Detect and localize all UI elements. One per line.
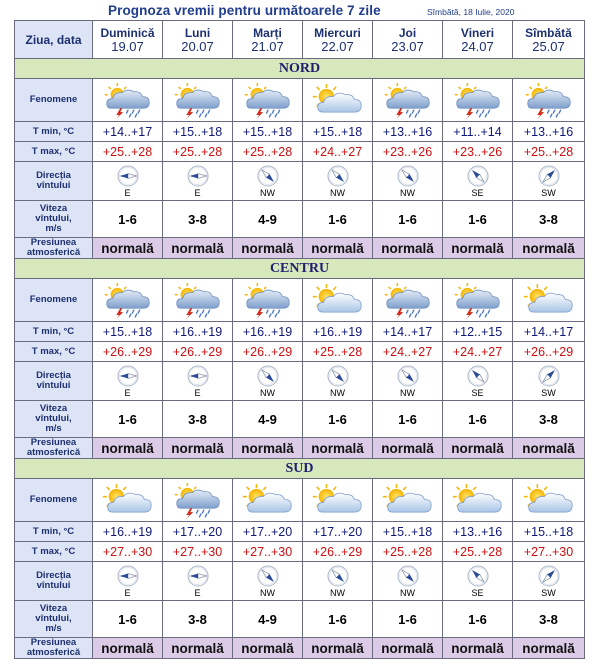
wind-speed-value: 1-6 xyxy=(373,601,443,638)
wind-direction-label: E xyxy=(194,587,201,598)
tmax-value: +25..+28 xyxy=(443,542,513,562)
wind-arrow-icon xyxy=(187,365,209,387)
tmax-row xyxy=(15,342,585,362)
pressure-value: normală xyxy=(303,438,373,459)
tmin-value: +16..+19 xyxy=(233,322,303,342)
row-label-line: vîntului, xyxy=(35,613,72,624)
row-label-line: Fenomene xyxy=(29,494,78,505)
tmin-value: +17..+20 xyxy=(163,522,233,542)
tmax-value: +25..+28 xyxy=(93,142,163,162)
tmin-value: +15..+18 xyxy=(513,522,585,542)
day-header xyxy=(513,21,585,59)
tmax-value: +27..+30 xyxy=(233,542,303,562)
wind-speed-value: 3-8 xyxy=(513,201,585,238)
wind-direction-label: NW xyxy=(330,187,345,198)
wind-speed-value: 1-6 xyxy=(303,201,373,238)
wind-direction-label: NW xyxy=(330,587,345,598)
day-name: Luni xyxy=(184,25,211,40)
weather-cell xyxy=(443,279,513,322)
weather-cell xyxy=(443,479,513,522)
row-label-line: T min, °C xyxy=(32,125,75,137)
row-label-line: vîntului xyxy=(36,180,71,191)
pressure-value: normală xyxy=(513,438,585,459)
pressure-value: normală xyxy=(443,238,513,259)
wind-direction-label: NW xyxy=(330,387,345,398)
pressure-value: normală xyxy=(373,238,443,259)
wind-direction-cell xyxy=(93,362,163,401)
row-label-line: atmosferică xyxy=(26,647,81,658)
weather-cell xyxy=(163,79,233,122)
wind-arrow-icon xyxy=(117,565,139,587)
row-label-line: atmosferică xyxy=(26,247,81,258)
day-name: Marți xyxy=(253,25,282,40)
storm-icon xyxy=(449,282,507,319)
wind-arrow-icon xyxy=(252,162,283,192)
wind-arrow-icon xyxy=(187,165,209,187)
tmax-value: +24..+27 xyxy=(303,142,373,162)
wind-direction-label: E xyxy=(124,187,131,198)
wind-arrow-icon xyxy=(322,562,353,592)
weather-cell xyxy=(233,279,303,322)
tmin-value: +13..+16 xyxy=(443,522,513,542)
wind-direction-label: SW xyxy=(541,587,556,598)
wind-direction-cell xyxy=(373,162,443,201)
tmin-value: +14..+17 xyxy=(513,322,585,342)
cloud-sun-icon xyxy=(309,282,367,319)
day-date: 25.07 xyxy=(532,38,565,54)
wind-speed-value: 3-8 xyxy=(513,601,585,638)
wind-direction-label: SW xyxy=(541,187,556,198)
storm-icon xyxy=(379,282,437,319)
tmax-value: +26..+29 xyxy=(513,342,585,362)
storm-icon xyxy=(449,82,507,119)
weather-cell xyxy=(373,279,443,322)
pressure-value: normală xyxy=(373,638,443,659)
tmax-row xyxy=(15,542,585,562)
day-name: Duminică xyxy=(100,25,155,40)
wind-direction-label: NW xyxy=(400,187,415,198)
tmin-value: +12..+15 xyxy=(443,322,513,342)
row-label xyxy=(15,238,93,259)
wind-direction-cell xyxy=(303,362,373,401)
row-label xyxy=(15,79,93,122)
wind-arrow-icon xyxy=(392,162,423,192)
wind-direction-cell xyxy=(373,362,443,401)
row-label-line: Direcția xyxy=(36,370,71,381)
fenomene-row xyxy=(15,79,585,122)
row-label xyxy=(15,162,93,201)
wind-direction-cell xyxy=(163,362,233,401)
wind-speed-value: 1-6 xyxy=(373,401,443,438)
tmin-row xyxy=(15,122,585,142)
pressure-value: normală xyxy=(163,638,233,659)
region-row xyxy=(15,259,585,279)
wind-direction-label: E xyxy=(124,387,131,398)
row-label-line: Viteza xyxy=(39,603,68,614)
header-row xyxy=(15,21,585,59)
cloud-sun-icon xyxy=(520,282,578,319)
row-label-line: T max, °C xyxy=(31,545,76,557)
weather-cell xyxy=(93,79,163,122)
wind-direction-cell xyxy=(233,562,303,601)
weather-cell xyxy=(163,479,233,522)
pressure-value: normală xyxy=(303,638,373,659)
wind-arrow-icon xyxy=(462,562,493,592)
row-label xyxy=(15,542,93,562)
tmin-value: +15..+18 xyxy=(93,322,163,342)
pressure-value: normală xyxy=(233,238,303,259)
cloud-sun-icon xyxy=(99,482,157,519)
wind-direction-label: SE xyxy=(471,187,484,198)
wind-speed-row xyxy=(15,201,585,238)
pressure-value: normală xyxy=(303,238,373,259)
pressure-value: normală xyxy=(163,438,233,459)
weather-cell xyxy=(443,79,513,122)
weather-cell xyxy=(233,79,303,122)
region-title: CENTRU xyxy=(15,259,585,279)
pressure-value: normală xyxy=(513,638,585,659)
day-date: 19.07 xyxy=(111,38,144,54)
wind-direction-cell xyxy=(443,362,513,401)
row-label-line: Direcția xyxy=(36,170,71,181)
wind-direction-cell xyxy=(513,162,585,201)
row-label-line: m/s xyxy=(45,223,62,234)
wind-speed-value: 4-9 xyxy=(233,601,303,638)
wind-direction-label: E xyxy=(194,387,201,398)
header-label: Ziua, data xyxy=(15,21,93,59)
row-label xyxy=(15,522,93,542)
wind-arrow-icon xyxy=(117,365,139,387)
wind-direction-row xyxy=(15,562,585,601)
tmin-value: +15..+18 xyxy=(163,122,233,142)
day-header xyxy=(303,21,373,59)
wind-speed-value: 3-8 xyxy=(163,401,233,438)
row-label-line: T min, °C xyxy=(32,525,75,537)
row-label-line: vîntului, xyxy=(35,413,72,424)
day-date: 23.07 xyxy=(391,38,424,54)
wind-arrow-icon xyxy=(533,362,564,392)
wind-speed-value: 1-6 xyxy=(303,401,373,438)
cloud-sun-icon xyxy=(309,82,367,119)
cloud-sun-icon xyxy=(309,482,367,519)
wind-speed-value: 3-8 xyxy=(513,401,585,438)
wind-direction-cell xyxy=(303,162,373,201)
tmax-value: +25..+28 xyxy=(303,342,373,362)
pressure-value: normală xyxy=(233,638,303,659)
row-label-line: Fenomene xyxy=(29,94,78,105)
row-label-line: vîntului xyxy=(36,380,71,391)
region-row xyxy=(15,459,585,479)
wind-direction-label: SW xyxy=(541,387,556,398)
tmax-value: +23..+26 xyxy=(373,142,443,162)
tmin-row xyxy=(15,322,585,342)
tmin-value: +14..+17 xyxy=(373,322,443,342)
wind-speed-value: 1-6 xyxy=(93,601,163,638)
day-header xyxy=(443,21,513,59)
storm-icon xyxy=(169,82,227,119)
row-label xyxy=(15,562,93,601)
tmin-value: +13..+16 xyxy=(513,122,585,142)
day-name: Sîmbătă xyxy=(525,25,572,40)
wind-direction-row xyxy=(15,162,585,201)
weather-cell xyxy=(163,279,233,322)
wind-speed-value: 4-9 xyxy=(233,201,303,238)
region-row xyxy=(15,59,585,79)
wind-direction-cell xyxy=(373,562,443,601)
pressure-row xyxy=(15,238,585,259)
region-title: NORD xyxy=(15,59,585,79)
pressure-value: normală xyxy=(513,238,585,259)
weather-cell xyxy=(513,479,585,522)
wind-arrow-icon xyxy=(533,162,564,192)
row-label-line: Presiunea xyxy=(30,437,77,448)
tmin-value: +11..+14 xyxy=(443,122,513,142)
wind-direction-cell xyxy=(303,562,373,601)
row-label xyxy=(15,401,93,438)
wind-speed-row xyxy=(15,601,585,638)
pressure-value: normală xyxy=(233,438,303,459)
row-label-line: m/s xyxy=(45,423,62,434)
wind-direction-cell xyxy=(233,162,303,201)
tmax-value: +26..+29 xyxy=(93,342,163,362)
day-date: 24.07 xyxy=(461,38,494,54)
wind-direction-cell xyxy=(93,162,163,201)
wind-arrow-icon xyxy=(462,162,493,192)
cloud-sun-icon xyxy=(520,482,578,519)
wind-arrow-icon xyxy=(322,162,353,192)
tmin-value: +13..+16 xyxy=(373,122,443,142)
tmax-row xyxy=(15,142,585,162)
cloud-sun-icon xyxy=(379,482,437,519)
wind-arrow-icon xyxy=(117,165,139,187)
tmin-row xyxy=(15,522,585,542)
wind-direction-cell xyxy=(163,162,233,201)
weather-cell xyxy=(513,279,585,322)
weather-cell xyxy=(373,479,443,522)
pressure-value: normală xyxy=(93,238,163,259)
wind-arrow-icon xyxy=(252,362,283,392)
row-label-line: Fenomene xyxy=(29,294,78,305)
row-label xyxy=(15,601,93,638)
row-label-line: m/s xyxy=(45,623,62,634)
wind-speed-value: 1-6 xyxy=(93,401,163,438)
storm-icon xyxy=(99,82,157,119)
weather-cell xyxy=(513,79,585,122)
row-label xyxy=(15,322,93,342)
weather-cell xyxy=(303,479,373,522)
tmin-value: +17..+20 xyxy=(233,522,303,542)
tmax-value: +26..+29 xyxy=(233,342,303,362)
weather-cell xyxy=(303,279,373,322)
cloud-sun-icon xyxy=(239,482,297,519)
day-date: 21.07 xyxy=(251,38,284,54)
pressure-row xyxy=(15,438,585,459)
forecast-table xyxy=(14,20,585,659)
tmax-value: +26..+29 xyxy=(303,542,373,562)
day-header xyxy=(163,21,233,59)
wind-speed-value: 4-9 xyxy=(233,401,303,438)
day-date: 22.07 xyxy=(321,38,354,54)
storm-icon xyxy=(520,82,578,119)
wind-arrow-icon xyxy=(252,562,283,592)
wind-direction-label: SE xyxy=(471,587,484,598)
wind-direction-label: NW xyxy=(260,187,275,198)
tmax-value: +23..+26 xyxy=(443,142,513,162)
page-title: Prognoza vremii pentru următoarele 7 zile xyxy=(108,3,381,18)
day-header xyxy=(373,21,443,59)
wind-arrow-icon xyxy=(187,565,209,587)
day-name: Joi xyxy=(398,25,417,40)
wind-direction-label: E xyxy=(194,187,201,198)
tmax-value: +24..+27 xyxy=(373,342,443,362)
wind-speed-value: 3-8 xyxy=(163,601,233,638)
day-date: 20.07 xyxy=(181,38,214,54)
tmin-value: +17..+20 xyxy=(303,522,373,542)
row-label-line: Viteza xyxy=(39,203,68,214)
wind-direction-label: NW xyxy=(400,387,415,398)
wind-arrow-icon xyxy=(322,362,353,392)
weather-cell xyxy=(373,79,443,122)
tmax-value: +24..+27 xyxy=(443,342,513,362)
wind-speed-value: 1-6 xyxy=(373,201,443,238)
storm-icon xyxy=(169,482,227,519)
row-label-line: T min, °C xyxy=(32,325,75,337)
pressure-value: normală xyxy=(93,438,163,459)
pressure-value: normală xyxy=(373,438,443,459)
wind-direction-cell xyxy=(443,162,513,201)
wind-direction-label: NW xyxy=(400,587,415,598)
tmax-value: +27..+30 xyxy=(513,542,585,562)
row-label xyxy=(15,479,93,522)
row-label-line: T max, °C xyxy=(31,145,76,157)
wind-direction-cell xyxy=(443,562,513,601)
storm-icon xyxy=(99,282,157,319)
fenomene-row xyxy=(15,479,585,522)
row-label-line: Viteza xyxy=(39,403,68,414)
wind-direction-cell xyxy=(93,562,163,601)
row-label xyxy=(15,362,93,401)
weather-cell xyxy=(233,479,303,522)
wind-direction-label: NW xyxy=(260,587,275,598)
tmin-value: +15..+18 xyxy=(233,122,303,142)
wind-direction-cell xyxy=(233,362,303,401)
tmax-value: +26..+29 xyxy=(163,342,233,362)
day-name: Vineri xyxy=(460,25,495,40)
row-label xyxy=(15,122,93,142)
tmin-value: +15..+18 xyxy=(373,522,443,542)
weather-cell xyxy=(93,279,163,322)
day-header xyxy=(233,21,303,59)
wind-direction-label: NW xyxy=(260,387,275,398)
row-label xyxy=(15,279,93,322)
wind-direction-label: E xyxy=(124,587,131,598)
wind-speed-value: 3-8 xyxy=(163,201,233,238)
row-label-line: vîntului xyxy=(36,580,71,591)
day-name: Miercuri xyxy=(314,25,361,40)
wind-direction-cell xyxy=(513,362,585,401)
tmax-value: +25..+28 xyxy=(163,142,233,162)
tmin-value: +14..+17 xyxy=(93,122,163,142)
forecast-date: Sîmbătă, 18 Iulie, 2020 xyxy=(427,7,515,17)
storm-icon xyxy=(239,282,297,319)
row-label-line: Direcția xyxy=(36,570,71,581)
row-label xyxy=(15,638,93,659)
tmax-value: +25..+28 xyxy=(233,142,303,162)
row-label xyxy=(15,438,93,459)
row-label xyxy=(15,342,93,362)
tmax-value: +25..+28 xyxy=(373,542,443,562)
wind-speed-value: 1-6 xyxy=(93,201,163,238)
pressure-row xyxy=(15,638,585,659)
row-label xyxy=(15,142,93,162)
cloud-sun-icon xyxy=(449,482,507,519)
wind-speed-value: 1-6 xyxy=(443,201,513,238)
row-label-line: T max, °C xyxy=(31,345,76,357)
wind-speed-value: 1-6 xyxy=(303,601,373,638)
wind-speed-value: 1-6 xyxy=(443,401,513,438)
storm-icon xyxy=(169,282,227,319)
region-title: SUD xyxy=(15,459,585,479)
row-label-line: Presiunea xyxy=(30,637,77,648)
fenomene-row xyxy=(15,279,585,322)
tmin-value: +16..+19 xyxy=(93,522,163,542)
wind-arrow-icon xyxy=(462,362,493,392)
wind-arrow-icon xyxy=(392,362,423,392)
tmax-value: +25..+28 xyxy=(513,142,585,162)
row-label-line: vîntului, xyxy=(35,213,72,224)
row-label-line: atmosferică xyxy=(26,447,81,458)
weather-cell xyxy=(303,79,373,122)
wind-arrow-icon xyxy=(392,562,423,592)
weather-cell xyxy=(93,479,163,522)
pressure-value: normală xyxy=(93,638,163,659)
wind-direction-label: SE xyxy=(471,387,484,398)
tmax-value: +27..+30 xyxy=(163,542,233,562)
pressure-value: normală xyxy=(163,238,233,259)
storm-icon xyxy=(239,82,297,119)
wind-direction-cell xyxy=(163,562,233,601)
storm-icon xyxy=(379,82,437,119)
row-label xyxy=(15,201,93,238)
wind-direction-cell xyxy=(513,562,585,601)
row-label-line: Presiunea xyxy=(30,237,77,248)
tmin-value: +15..+18 xyxy=(303,122,373,142)
pressure-value: normală xyxy=(443,638,513,659)
wind-speed-value: 1-6 xyxy=(443,601,513,638)
pressure-value: normală xyxy=(443,438,513,459)
tmin-value: +16..+19 xyxy=(303,322,373,342)
wind-direction-row xyxy=(15,362,585,401)
wind-arrow-icon xyxy=(533,562,564,592)
day-header xyxy=(93,21,163,59)
tmax-value: +27..+30 xyxy=(93,542,163,562)
tmin-value: +16..+19 xyxy=(163,322,233,342)
wind-speed-row xyxy=(15,401,585,438)
